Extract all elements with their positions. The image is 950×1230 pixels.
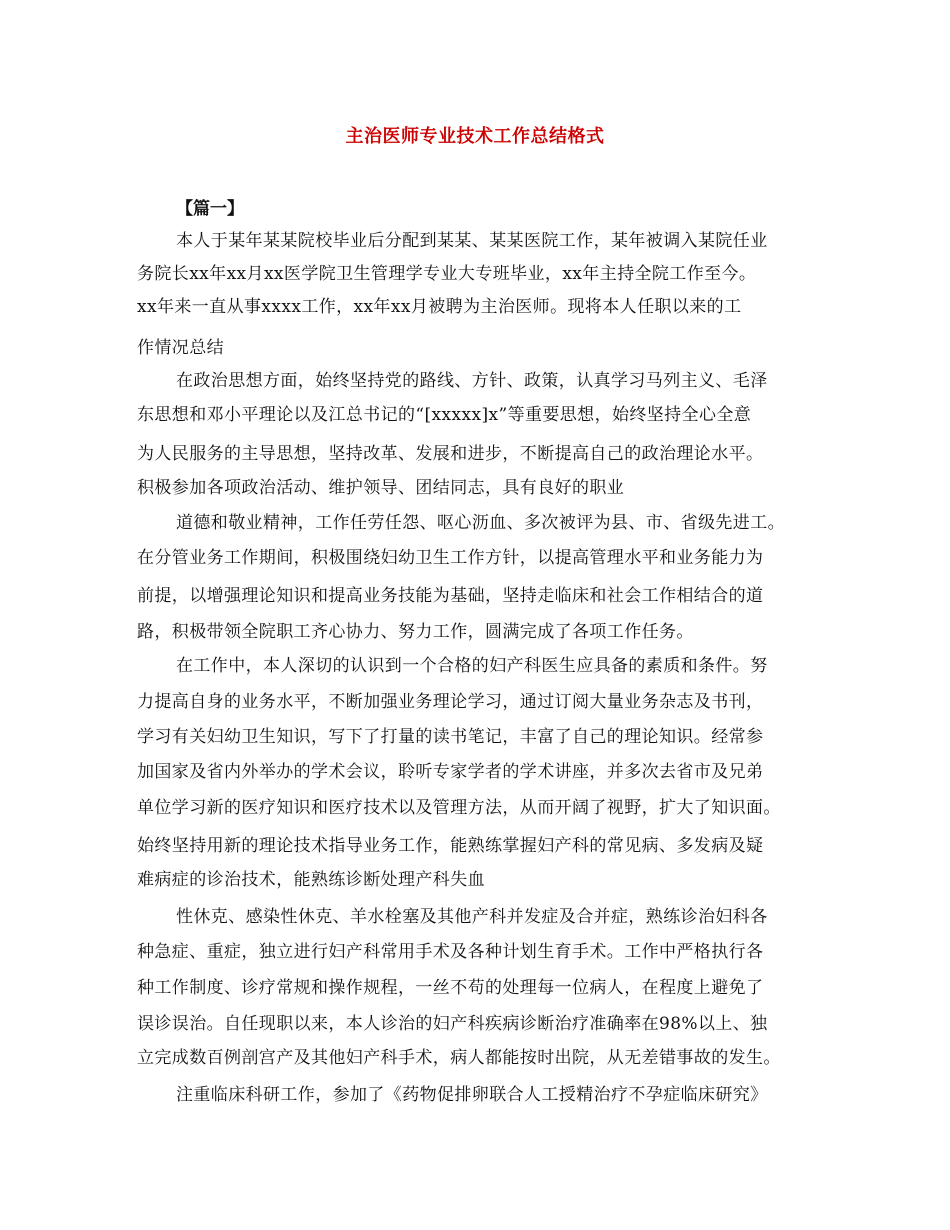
body-line: 立完成数百例剖宫产及其他妇产科手术，病人都能按时出院，从无差错事故的发生。 bbox=[137, 1048, 781, 1068]
body-line: 误诊误治。自任现职以来，本人诊治的妇产科疾病诊断治疗准确率在98%以上、独 bbox=[137, 1014, 768, 1034]
body-line: 在分管业务工作期间，积极围绕妇幼卫生工作方针，以提高管理水平和业务能力为 bbox=[137, 548, 764, 568]
body-line: 学习有关妇幼卫生知识，写下了打量的读书笔记，丰富了自己的理论知识。经常参 bbox=[137, 727, 764, 747]
body-line: 始终坚持用新的理论技术指导业务工作，能熟练掌握妇产科的常见病、多发病及疑 bbox=[137, 836, 764, 856]
body-line: 前提，以增强理论知识和提高业务技能为基础，坚持走临床和社会工作相结合的道 bbox=[137, 586, 764, 606]
body-line: 积极参加各项政治活动、维护领导、团结同志，具有良好的职业 bbox=[137, 478, 625, 498]
body-line: 道德和敬业精神，工作任劳任怨、呕心沥血、多次被评为县、市、省级先进工。 bbox=[176, 513, 785, 533]
body-line: 在政治思想方面，始终坚持党的路线、方针、政策，认真学习马列主义、毛泽 bbox=[176, 371, 768, 391]
body-line: 加国家及省内外举办的学术会议，聆听专家学者的学术讲座，并多次去省市及兄弟 bbox=[137, 762, 764, 782]
body-line: 难病症的诊治技术，能熟练诊断处理产科失血 bbox=[137, 870, 485, 890]
body-line: 务院长xx年xx月xx医学院卫生管理学专业大专班毕业，xx年主持全院工作至今。 bbox=[137, 264, 757, 284]
body-line: 性休克、感染性休克、羊水栓塞及其他产科并发症及合并症，熟练诊治妇科各 bbox=[176, 907, 768, 927]
body-line: 为人民服务的主导思想，坚持改革、发展和进步，不断提高自己的政治理论水平。 bbox=[137, 444, 764, 464]
body-line: 单位学习新的医疗知识和医疗技术以及管理方法，从而开阔了视野，扩大了知识面。 bbox=[137, 798, 781, 818]
document-title: 主治医师专业技术工作总结格式 bbox=[345, 126, 605, 147]
section-label: 【篇一】 bbox=[176, 199, 244, 219]
body-line: xx年来一直从事xxxx工作，xx年xx月被聘为主治医师。现将本人任职以来的工 bbox=[137, 297, 742, 317]
body-line: 种急症、重症，独立进行妇产科常用手术及各种计划生育手术。工作中严格执行各 bbox=[137, 942, 764, 962]
body-line: 作情况总结 bbox=[137, 338, 224, 358]
body-line: 力提高自身的业务水平，不断加强业务理论学习，通过订阅大量业务杂志及书刊， bbox=[137, 692, 764, 712]
body-line: 在工作中，本人深切的认识到一个合格的妇产科医生应具备的素质和条件。努 bbox=[176, 656, 768, 676]
body-line: 种工作制度、诊疗常规和操作规程，一丝不苟的处理每一位病人，在程度上避免了 bbox=[137, 978, 764, 998]
body-line: 路，积极带领全院职工齐心协力、努力工作，圆满完成了各项工作任务。 bbox=[137, 622, 694, 642]
body-line: 注重临床科研工作，参加了《药物促排卵联合人工授精治疗不孕症临床研究》 bbox=[176, 1085, 768, 1105]
body-line: 本人于某年某某院校毕业后分配到某某、某某医院工作，某年被调入某院任业 bbox=[176, 231, 768, 251]
body-line: 东思想和邓小平理论以及江总书记的“[xxxxx]x”等重要思想，始终坚持全心全意 bbox=[137, 405, 752, 425]
